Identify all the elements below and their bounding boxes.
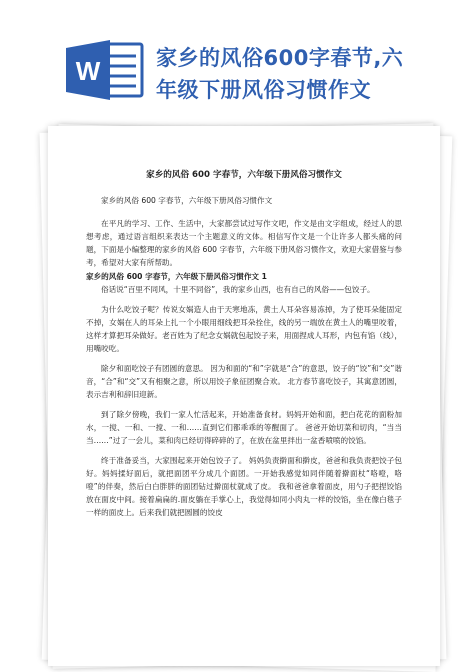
document-body	[48, 126, 440, 519]
document-preview	[42, 126, 446, 666]
paragraph-4: 到了除夕傍晚，我们一家人忙活起来，开始准备食材。妈妈开始和面，把白花花的面粉加水，一搅、一和、一搅、一和……直到它们都乖乖的等醒面了。 爸爸开始切菜和切肉，“当当当……”过了一会儿，菜和肉已经切得碎碎的了，在放在盆里拌出一盆香喷喷的饺馅。	[86, 410, 402, 445]
page-title-line-1: 家乡的风俗600字春节,六	[156, 46, 404, 70]
paragraph-5: 终于准备妥当，大家围起来开始包饺子了。 妈妈负责擀面和擀皮，爸爸和我负责把饺子包好。妈妈揉好面后，就把面团平分成几个面团。一开始我感觉如同伴随着擀面杖“咯噔，咯噔”的伴奏，然后白白胖胖的面团钻过擀面杖就成了皮。 我和爸爸拿着面皮，用勺子把捏饺馅放在面皮中间。接着扁扁的.面皮躺在手掌心上，我觉得如同小肉丸一样的饺馅，坐在像白毯子一样的面皮上。后来我们就把圆圆的饺皮	[86, 456, 402, 517]
page-title-line-2: 年级下册风俗习惯作文	[156, 78, 371, 102]
intro-paragraph: 在平凡的学习、工作、生活中，大家都尝试过写作文吧，作文是由文字组成，经过人的思想考虑，通过语言组织来表达一个主题意义的文体。相信写作文是一个让许多人都头痛的问题，下面是小编整理的家乡的风俗 600 字春节，六年级下册风俗习惯作文，欢迎大家借鉴与参考，希望对大家有所帮助。	[86, 219, 402, 267]
paper-sheet-front	[48, 126, 440, 666]
paragraph-1: 俗话说“百里不同风，十里不同俗”，我的家乡山西，也有自己的风俗——包饺子。	[101, 285, 375, 294]
document-subtitle: 家乡的风俗 600 字春节，六年级下册风俗习惯作文	[101, 196, 273, 205]
word-document-icon	[64, 40, 146, 100]
word-icon-letter: W	[75, 56, 101, 86]
paragraph-3: 除夕和面吃饺子有团圆的意思。 因为和面的“和”字就是“合”的意思，饺子的“饺”和“交”谐音，“合”和“交”又有相聚之意，所以用饺子象征团聚合欢。 北方春节喜吃饺子，其寓意团圆，表示吉利和辞旧迎新。	[86, 364, 402, 399]
paragraph-2: 为什么吃饺子呢？传说女娲造人由于天寒地冻，黄土人耳朵容易冻掉，为了使耳朵能固定不掉，女娲在人的耳朵上扎一个小眼用细线把耳朵拴住，线的另一端放在黄土人的嘴里咬着，这样才算把耳朵做好。老百姓为了纪念女娲就包起饺子来，用面捏成人耳形，内包有馅（线），用嘴咬吃。	[86, 305, 402, 353]
document-title: 家乡的风俗 600 字春节，六年级下册风俗习惯作文	[146, 170, 342, 180]
section-heading: 家乡的风俗 600 字春节，六年级下册风俗习惯作文 1	[86, 272, 267, 281]
header	[0, 0, 474, 120]
